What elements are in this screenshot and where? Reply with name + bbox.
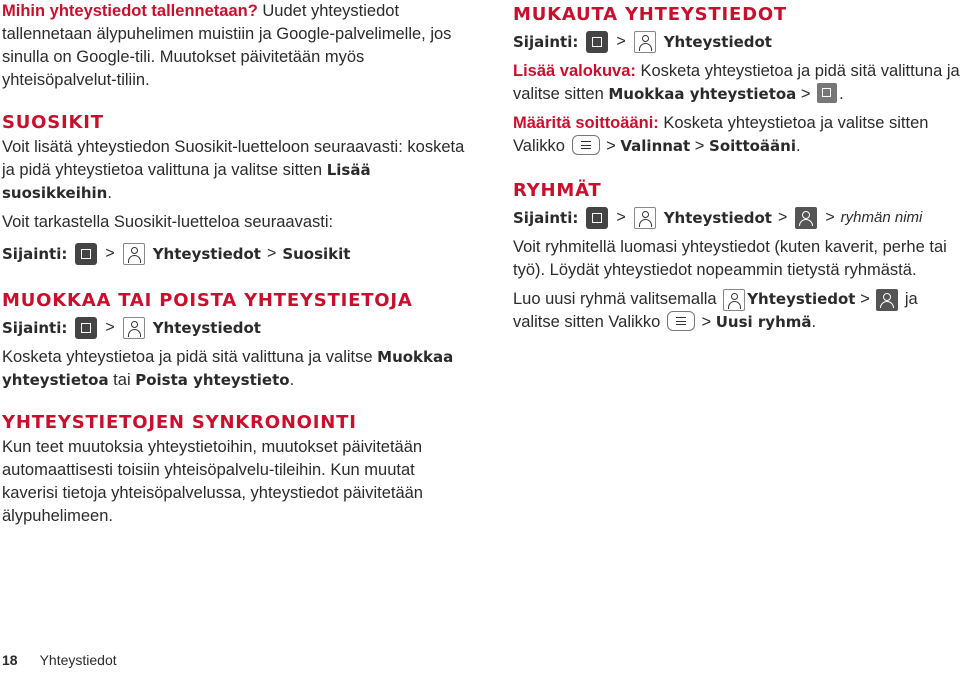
location-label: Sijainti:: [513, 33, 579, 51]
add-photo-text: [513, 60, 960, 106]
page-footer: [2, 652, 117, 668]
edit-section: [2, 290, 472, 392]
photo-icon: [817, 83, 837, 103]
edit-text: [2, 346, 472, 392]
path-separator: >: [777, 209, 788, 226]
page-number: 18: [2, 652, 18, 668]
favorites-path-label: Suosikit: [282, 245, 351, 263]
favorites-text-2: Voit tarkastella Suosikit-luetteloa seuraavasti:: [2, 213, 334, 231]
path-separator: >: [796, 85, 816, 103]
favorites-heading: SUOSIKIT: [2, 112, 104, 133]
favorites-location: [2, 240, 472, 268]
path-separator: >: [105, 245, 115, 262]
location-label: Sijainti:: [513, 209, 579, 227]
ringtone-label: Määritä soittoääni:: [513, 114, 659, 132]
groups-section: [513, 180, 960, 334]
path-separator: >: [690, 137, 710, 155]
edit-contact-label: Muokkaa yhteystietoa: [608, 85, 797, 103]
favorites-text-1-a: Voit lisätä yhteystiedon Suosikit-luetteloon seuraavasti: kosketa ja pidä yhteystietoa valittuna ja valitse sitten: [2, 138, 465, 179]
contacts-path-label: Yhteystiedot: [747, 290, 856, 308]
customize-heading: MUKAUTA YHTEYSTIEDOT: [513, 4, 788, 25]
path-separator: >: [105, 319, 115, 336]
path-separator: >: [825, 209, 835, 226]
customize-section: [513, 4, 960, 158]
sync-section: [2, 412, 472, 534]
ringtone-end: .: [796, 137, 801, 155]
groups-location: [513, 204, 960, 232]
contacts-icon: [634, 207, 656, 229]
ringtone-text: [513, 112, 960, 158]
add-photo-text-a: Kosketa yhteystietoa ja pidä sitä valittuna ja valitse sitten: [513, 62, 960, 103]
group-icon: [876, 289, 898, 311]
menu-icon: [572, 135, 600, 155]
contacts-icon: [634, 31, 656, 53]
contacts-icon: [123, 243, 145, 265]
contacts-path-label: Yhteystiedot: [663, 33, 772, 51]
group-icon: [795, 207, 817, 229]
favorites-text-1-end: .: [107, 184, 112, 202]
edit-location: [2, 314, 472, 342]
favorites-section: [2, 112, 472, 268]
contacts-path-label: Yhteystiedot: [663, 209, 772, 227]
path-separator: >: [266, 245, 277, 262]
edit-text-a: Kosketa yhteystietoa ja pidä sitä valittuna ja valitse: [2, 348, 378, 366]
groups-text-2-b: ja valitse sitten Valikko: [513, 290, 918, 331]
contacts-path-label: Yhteystiedot: [152, 319, 261, 337]
add-photo-label: Lisää valokuva:: [513, 62, 636, 80]
ringtone-option-label: Soittoääni: [709, 137, 796, 155]
groups-text-1: Voit ryhmitellä luomasi yhteystiedot (kuten kaverit, perhe tai työ). Löydät yhteystiedot nopeammin tietystä ryhmästä.: [513, 238, 947, 279]
path-separator: >: [601, 137, 621, 155]
contacts-icon: [723, 289, 745, 311]
path-separator: >: [696, 313, 716, 331]
favorites-text-1: [2, 136, 472, 205]
contacts-path-label: Yhteystiedot: [152, 245, 261, 263]
home-screen-icon: [586, 207, 608, 229]
delete-contact-label: Poista yhteystieto: [135, 371, 290, 389]
edit-contact-label: Muokkaa yhteystietoa: [2, 348, 454, 389]
group-name-placeholder: ryhmän nimi: [840, 209, 923, 226]
right-column: [513, 4, 960, 348]
intro-paragraph: [2, 0, 472, 92]
groups-text-2-a: Luo uusi ryhmä valitsemalla: [513, 290, 722, 308]
edit-text-mid: tai: [108, 371, 136, 389]
groups-text-2-end: .: [811, 313, 817, 331]
customize-location: [513, 28, 960, 56]
left-column: [2, 0, 472, 406]
add-photo-end: .: [839, 85, 844, 103]
edit-text-end: .: [289, 371, 295, 389]
location-label: Sijainti:: [2, 245, 68, 263]
menu-icon: [667, 311, 695, 331]
path-separator: >: [616, 33, 626, 50]
home-screen-icon: [586, 31, 608, 53]
path-separator: >: [855, 290, 875, 308]
groups-text-2: [513, 288, 960, 334]
sync-text: Kun teet muutoksia yhteystietoihin, muutokset päivitetään automaattisesti toisiin yhteisöpalvelu-tileihin. Kun muutat kaverisi tietoja yhteisöpalvelussa, yhteystiedot päivitetään älypuhelimeen.: [2, 438, 423, 525]
home-screen-icon: [75, 317, 97, 339]
favorites-add-label: Lisää suosikkeihin: [2, 161, 371, 202]
sync-heading: YHTEYSTIETOJEN SYNKRONOINTI: [2, 412, 357, 433]
footer-section-title: Yhteystiedot: [39, 652, 117, 668]
ringtone-text-a: Kosketa yhteystietoa ja valitse sitten Valikko: [513, 114, 929, 155]
intro-question: Mihin yhteystiedot tallennetaan?: [2, 2, 258, 20]
options-label: Valinnat: [620, 137, 691, 155]
groups-heading: RYHMÄT: [513, 180, 602, 201]
location-label: Sijainti:: [2, 319, 68, 337]
edit-heading: MUOKKAA TAI POISTA YHTEYSTIETOJA: [2, 290, 413, 311]
intro-text: Uudet yhteystiedot tallennetaan älypuhelimen muistiin ja Google-palvelimelle, jos sinulla on Google-tili. Muutokset päivitetään myös yhteisöpalvelut-tiliin.: [2, 2, 452, 89]
path-separator: >: [616, 209, 626, 226]
contacts-icon: [123, 317, 145, 339]
home-screen-icon: [75, 243, 97, 265]
new-group-label: Uusi ryhmä: [715, 313, 812, 331]
